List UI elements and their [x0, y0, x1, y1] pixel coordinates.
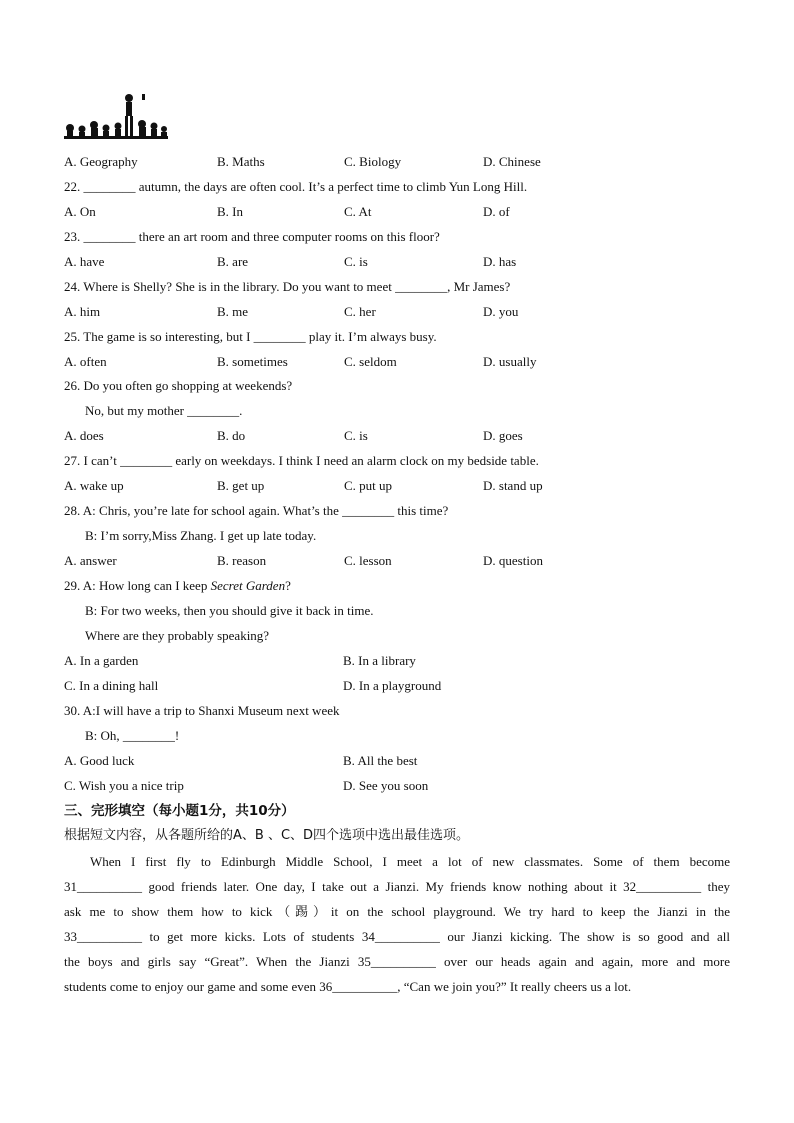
question-26-text: 26. Do you often go shopping at weekends? [64, 378, 293, 393]
book-title: Secret Garden [210, 578, 286, 593]
question-29-subquestion: Where are they probably speaking? [85, 628, 270, 643]
option-c: C. is [344, 254, 368, 269]
option-b: B. All the best [343, 753, 418, 768]
option-c: C. seldom [344, 354, 397, 369]
option-c: C. her [344, 304, 376, 319]
option-d: D. question [483, 553, 543, 568]
option-b: B. sometimes [217, 354, 288, 369]
question-30-response: B: Oh, ________! [85, 728, 180, 743]
option-b: B. get up [217, 478, 265, 493]
option-a: A. does [64, 428, 104, 443]
option-d: D. of [483, 204, 510, 219]
option-b: B. are [217, 254, 249, 269]
option-d: D. usually [483, 354, 537, 369]
question-29-response: B: For two weeks, then you should give it back in time. [85, 603, 374, 618]
question-25-text: 25. The game is so interesting, but I ________ play it. I’m always busy. [64, 329, 437, 344]
question-30-text: 30. A:I will have a trip to Shanxi Museum next week [64, 703, 340, 718]
question-29-text-end: ? [285, 578, 291, 593]
option-d: D. Chinese [483, 154, 541, 169]
section-instruction: 根据短文内容，从各题所给的A、B 、C、D四个选项中选出最佳选项。 [64, 828, 470, 843]
question-29-text [64, 576, 291, 596]
option-b: B. In a library [343, 653, 416, 668]
question-28-response: B: I’m sorry,Miss Zhang. I get up late today. [85, 528, 317, 543]
question-29-text-start: 29. A: How long can I keep [64, 578, 211, 593]
question-23-text: 23. ________ there an art room and three computer rooms on this floor? [64, 229, 440, 244]
option-b: B. me [217, 304, 249, 319]
passage-line: ask me to show them how to kick（踢）it on the school playground. We try hard to keep the Jianzi in the [64, 904, 730, 919]
question-26-response: No, but my mother ________. [85, 403, 243, 418]
children-silhouette-illustration [62, 92, 170, 144]
passage-line: students come to enjoy our game and some even 36__________, “Can we join you?” It really cheers us a lot. [64, 979, 632, 994]
passage-line: the boys and girls say “Great”. When the Jianzi 35__________ over our heads again and again, more and more [64, 954, 730, 969]
section-heading: 三、完形填空（每小题1分，共10分） [64, 803, 295, 819]
option-a: A. answer [64, 553, 117, 568]
option-c: C. put up [344, 478, 393, 493]
question-27-text: 27. I can’t ________ early on weekdays. I think I need an alarm clock on my bedside table. [64, 453, 539, 468]
option-c: C. is [344, 428, 368, 443]
option-a: A. In a garden [64, 653, 139, 668]
passage-line: When I first fly to Edinburgh Middle School, I meet a lot of new classmates. Some of them become [90, 854, 730, 869]
option-d: D. has [483, 254, 517, 269]
option-a: A. him [64, 304, 101, 319]
option-d: D. you [483, 304, 519, 319]
option-b: B. do [217, 428, 246, 443]
option-d: D. In a playground [343, 678, 442, 693]
option-b: B. Maths [217, 154, 265, 169]
passage-line: 33__________ to get more kicks. Lots of students 34__________ our Jianzi kicking. The show is so good and all [64, 929, 730, 944]
option-b: B. reason [217, 553, 267, 568]
option-c: C. lesson [344, 553, 392, 568]
cloze-passage [64, 849, 730, 999]
option-d: D. See you soon [343, 778, 429, 793]
option-c: C. At [344, 204, 372, 219]
option-c: C. In a dining hall [64, 678, 159, 693]
option-c: C. Wish you a nice trip [64, 778, 184, 793]
option-a: A. often [64, 354, 107, 369]
option-b: B. In [217, 204, 243, 219]
option-a: A. Geography [64, 154, 138, 169]
question-24-text: 24. Where is Shelly? She is in the library. Do you want to meet ________, Mr James? [64, 279, 511, 294]
option-a: A. Good luck [64, 753, 135, 768]
question-28-text: 28. A: Chris, you’re late for school again. What’s the ________ this time? [64, 503, 449, 518]
option-a: A. On [64, 204, 96, 219]
option-a: A. have [64, 254, 105, 269]
option-a: A. wake up [64, 478, 124, 493]
option-d: D. goes [483, 428, 523, 443]
passage-line: 31__________ good friends later. One day, I take out a Jianzi. My friends know nothing about it 32__________ they [64, 879, 730, 894]
option-c: C. Biology [344, 154, 402, 169]
option-d: D. stand up [483, 478, 543, 493]
question-22-text: 22. ________ autumn, the days are often cool. It’s a perfect time to climb Yun Long Hill. [64, 179, 528, 194]
